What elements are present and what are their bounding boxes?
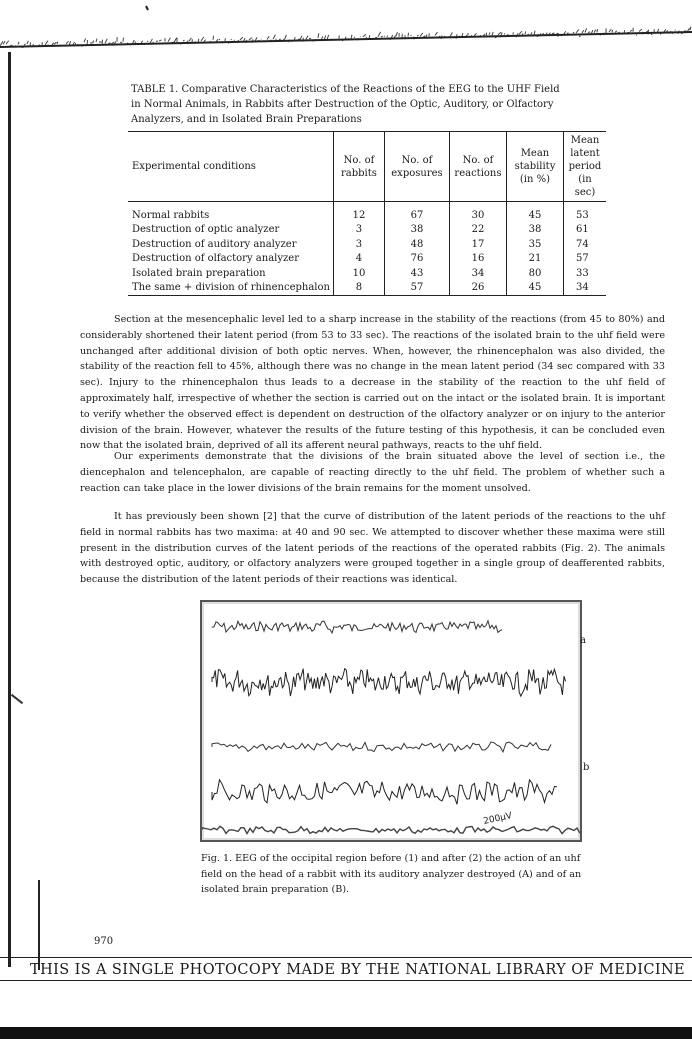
table-cell: 74 [575, 238, 589, 250]
table-cell: 53 [575, 209, 589, 221]
trace-label-a: a [580, 635, 586, 646]
eeg-trace-a1 [212, 621, 502, 633]
table-cell: Normal rabbits [128, 202, 333, 223]
table-cell: 57 [384, 281, 449, 296]
table-cell: 33 [575, 267, 589, 279]
table-cell: 3 [333, 223, 384, 238]
table-cell: 3 [333, 237, 384, 252]
table-cell: Destruction of olfactory analyzer [128, 252, 333, 267]
table-cell: 10 [333, 266, 384, 281]
header-cell: No. of rabbits [333, 132, 384, 202]
table-caption: TABLE 1. Comparative Characteristics of the Reactions of the EEG to the UHF Field in Normal Animals, in Rabbits after Destruction of the Optic, Auditory, or Olfactory Analyzers, and in Isolated Brain Preparations [131, 84, 560, 125]
table-cell: 61 [575, 224, 589, 236]
table-cell: 76 [384, 252, 449, 267]
table-cell: 17 [449, 237, 506, 252]
trace-label-b: b [583, 762, 590, 773]
table-row [128, 266, 606, 281]
eeg-trace-a2 [212, 669, 566, 697]
table-cell: Destruction of auditory analyzer [128, 237, 333, 252]
scan-border-bottom [0, 1027, 692, 1039]
table-cell: 26 [449, 281, 506, 296]
table-cell: 38 [506, 223, 563, 238]
table-cell: Destruction of optic analyzer [128, 223, 333, 238]
table-cell: 34 [449, 266, 506, 281]
table-row [128, 237, 606, 252]
table-cell: 12 [333, 202, 384, 223]
table-cell: The same + division of rhinencephalon [128, 281, 333, 296]
figure-caption: Fig. 1. EEG of the occipital region before (1) and after (2) the action of an uhf field on the head of a rabbit with its auditory analyzer destroyed (A) and of an isolated brain preparation (B). [201, 853, 582, 895]
table-cell: 21 [506, 252, 563, 267]
scan-border-left [8, 52, 11, 967]
scale-label: 200μV [482, 811, 514, 827]
scan-mark [11, 694, 23, 704]
header-cell: Mean stability (in %) [506, 132, 563, 202]
table-cell: 67 [384, 202, 449, 223]
table-header-row [128, 132, 606, 202]
header-cell: Mean latent period (in sec) [563, 132, 606, 202]
table-row [128, 202, 606, 223]
header-cell: No. of exposures [384, 132, 449, 202]
eeg-baseline [202, 826, 580, 833]
eeg-figure [200, 600, 582, 842]
table-cell: 80 [506, 266, 563, 281]
footer-notice: THIS IS A SINGLE PHOTOCOPY MADE BY THE NATIONAL LIBRARY OF MEDICINE [30, 962, 686, 978]
table-cell: 48 [384, 237, 449, 252]
table-cell: 57 [575, 253, 589, 265]
paragraph-1: Section at the mesencephalic level led to a sharp increase in the stability of the reactions (from 45 to 80%) and considerably shortened their latent period (from 53 to 33 sec). The reactions of the isolated brain to the uhf field were unchanged after additional division of both optic nerves. When, however, the rhinencephalon was also divided, the stability of the reaction fell to 45%, although there was no change in the mean latent period (34 sec compared with 33 sec). Injury to the rhinencephalon thus leads to a decrease in the stability of the reaction to the uhf field of approximately half, irrespective of whether the section is carried out on the intact or the isolated brain. It is important to verify whether the observed effect is dependent on destruction of the olfactory analyzer or on injury to the anterior division of the brain. However, whatever the results of the future testing of this hypothesis, it can be concluded even now that the isolated brain, deprived of all its afferent neural pathways, reacts to the uhf field. [80, 314, 665, 452]
table-cell: 43 [384, 266, 449, 281]
table-cell: 30 [449, 202, 506, 223]
eeg-trace-b1 [212, 742, 551, 752]
paragraph-2: Our experiments demonstrate that the divisions of the brain situated above the level of section i.e., the diencephalon and telencephalon, are capable of reacting directly to the uhf field. The problem of whether such a reaction can take place in the lower divisions of the brain remains for the moment unsolved. [80, 451, 665, 494]
eeg-trace-b2 [212, 780, 557, 805]
table-cell: 45 [506, 202, 563, 223]
table-row [128, 223, 606, 238]
table-row [128, 281, 606, 296]
table-cell: 4 [333, 252, 384, 267]
table-cell: 45 [506, 281, 563, 296]
table-cell: 22 [449, 223, 506, 238]
paragraph-3: It has previously been shown [2] that the curve of distribution of the latent periods of the reactions to the uhf field in normal rabbits has two maxima: at 40 and 90 sec. We attempted to discover whether these maxima were still present in the distribution curves of the latent periods of the reactions of the operated rabbits (Fig. 2). The animals with destroyed optic, auditory, or olfactory analyzers were grouped together in a single group of deafferented rabbits, because the distribution of the latent periods of their reactions was identical. [80, 511, 665, 586]
eeg-traces [202, 602, 580, 840]
scan-noise-header [0, 0, 692, 56]
page-number: 970 [94, 936, 114, 947]
table-cell: 38 [384, 223, 449, 238]
table-cell: 34 [563, 281, 606, 296]
table-1 [128, 131, 606, 296]
table-cell: 35 [506, 237, 563, 252]
table-row [128, 252, 606, 267]
header-cell: Experimental conditions [128, 132, 333, 202]
table-cell: Isolated brain preparation [128, 266, 333, 281]
table-cell: 8 [333, 281, 384, 296]
table-cell: 16 [449, 252, 506, 267]
header-cell: No. of reactions [449, 132, 506, 202]
